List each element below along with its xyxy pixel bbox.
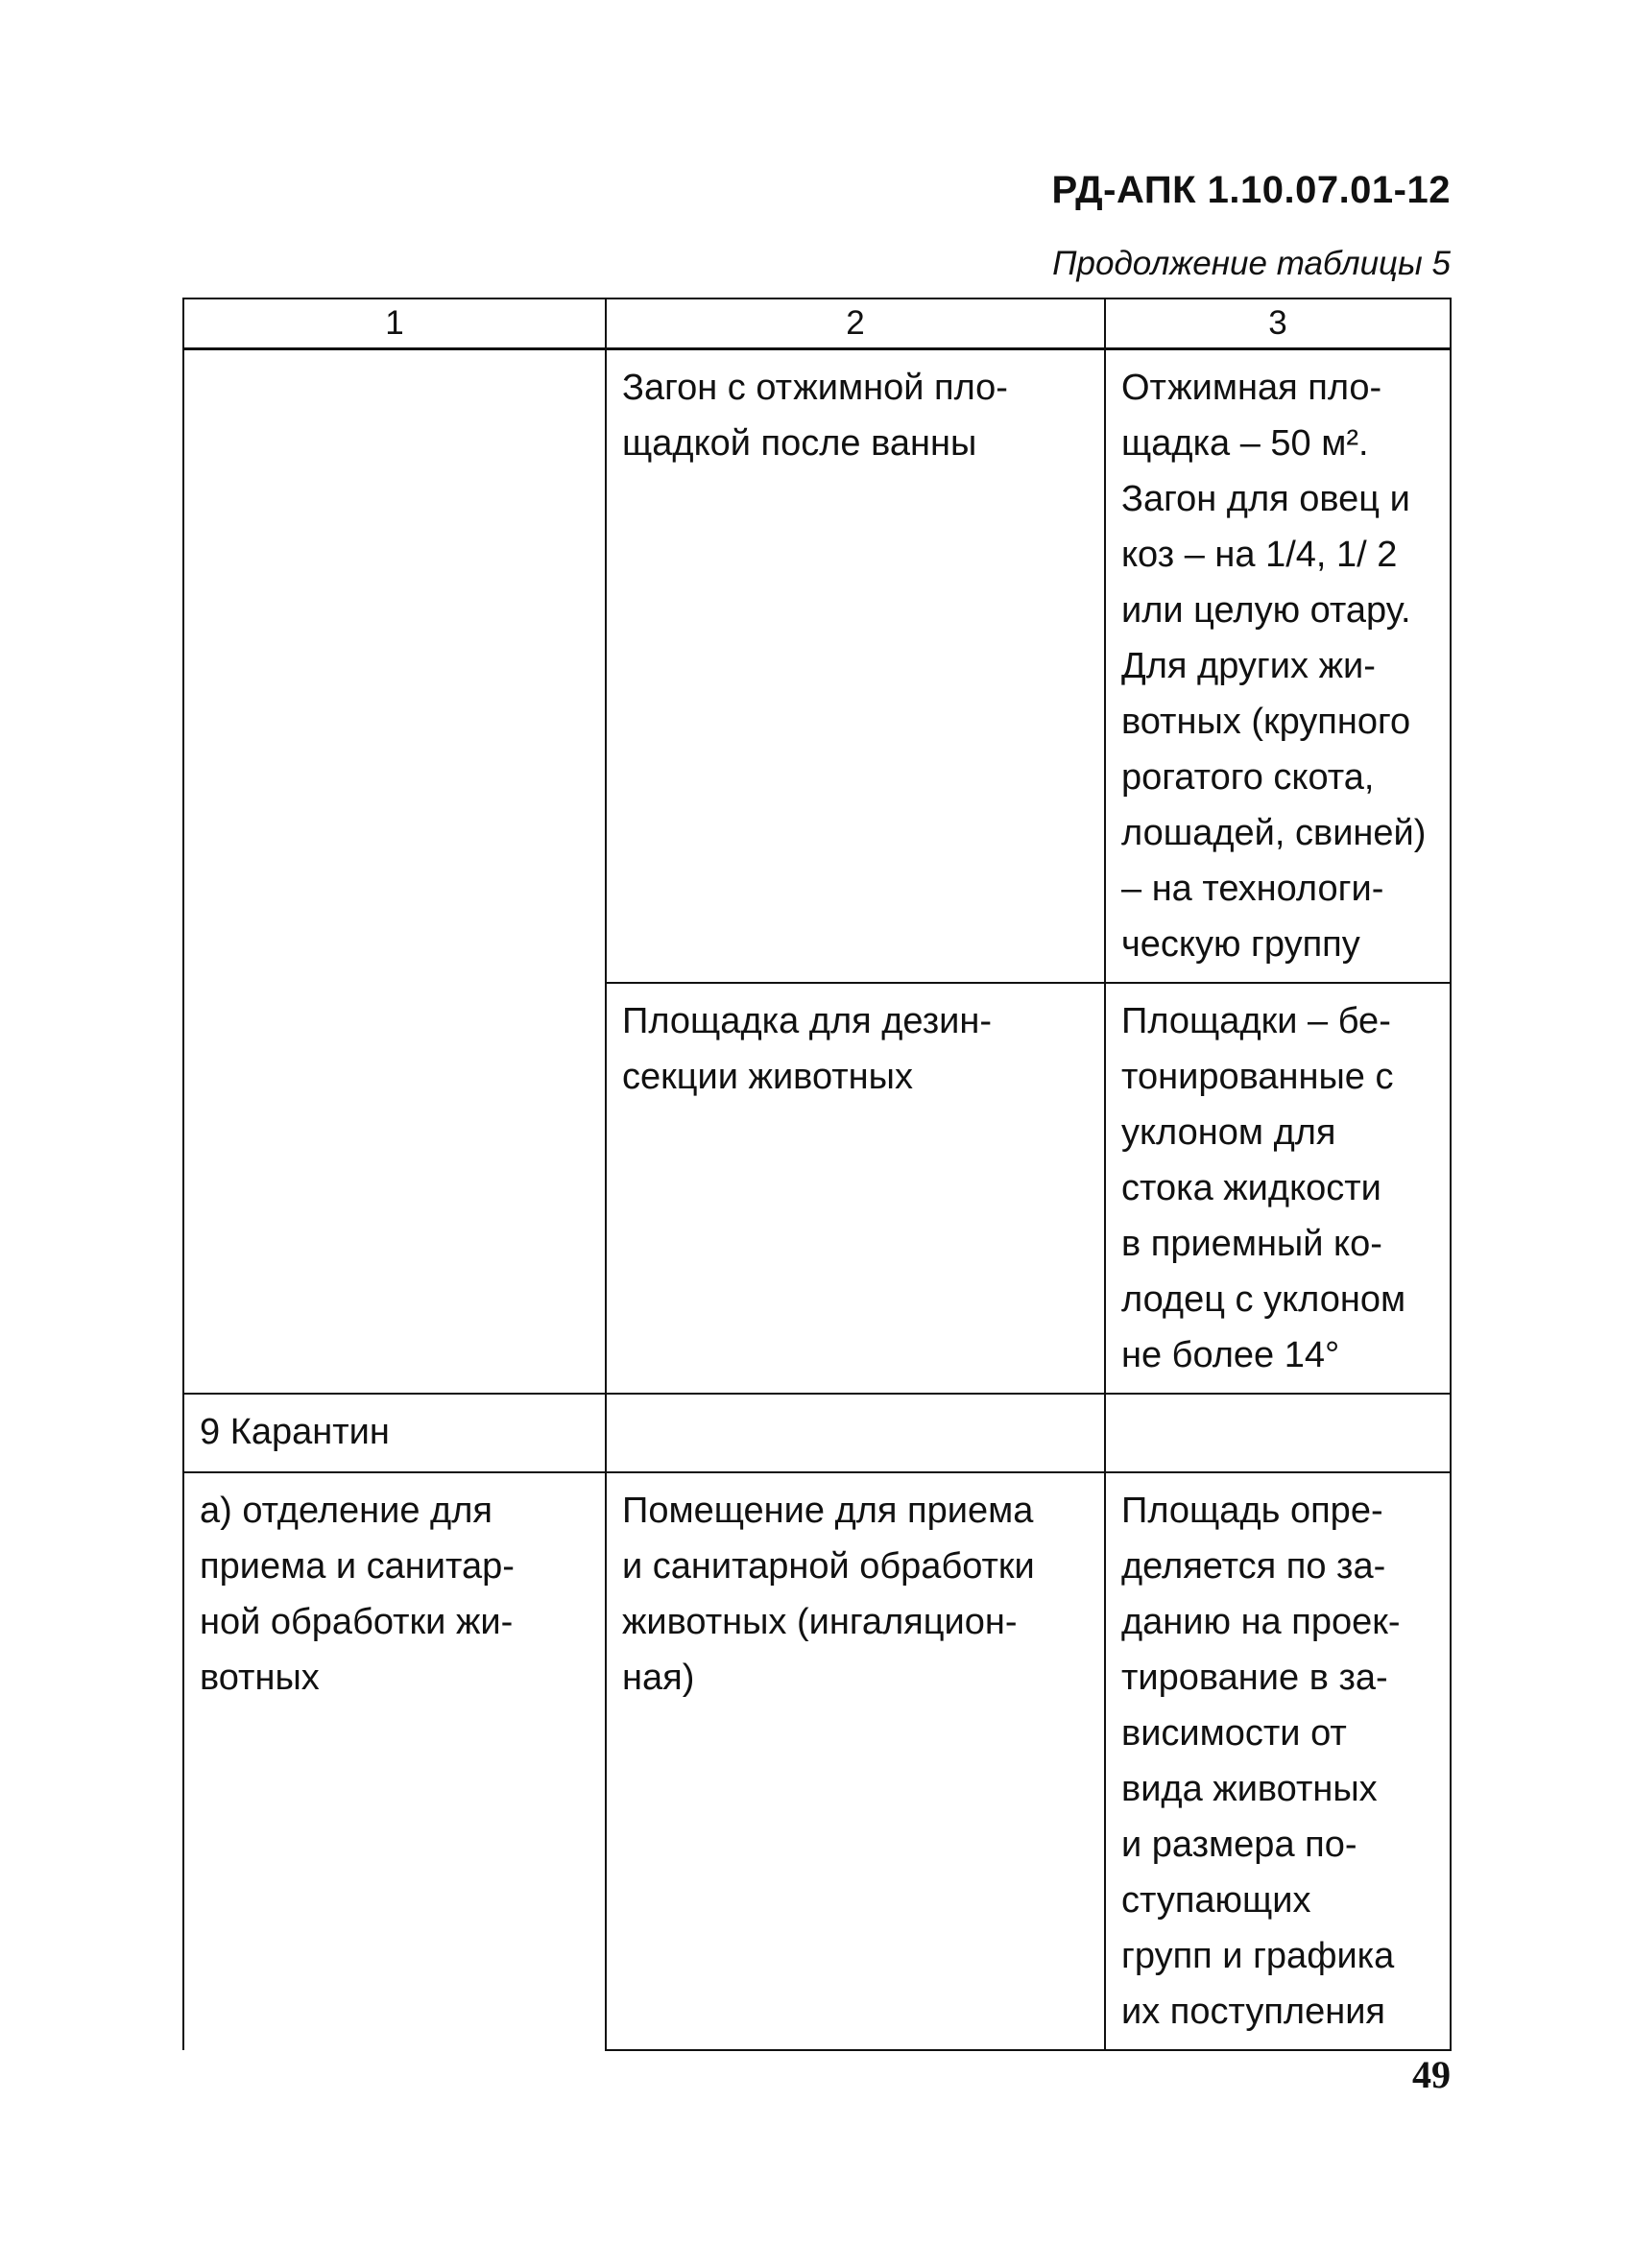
table-cell xyxy=(183,983,606,1394)
table-row xyxy=(183,349,1451,984)
document-code: РД-АПК 1.10.07.01-12 xyxy=(1051,169,1451,211)
table-row xyxy=(183,1472,1451,2050)
table-cell xyxy=(606,1394,1105,1472)
table-cell: а) отделение для приема и санитар- ной обработки жи- вотных xyxy=(183,1472,606,2050)
table-cell xyxy=(183,349,606,984)
table-caption: Продолжение таблицы 5 xyxy=(1052,245,1451,282)
column-header: 3 xyxy=(1105,298,1451,349)
table-cell: Помещение для приема и санитарной обработки животных (ингаляцион- ная) xyxy=(606,1472,1105,2050)
table-cell: Площадка для дезин- секции животных xyxy=(606,983,1105,1394)
section-title-cell: 9 Карантин xyxy=(183,1394,606,1472)
table-cell: Площадки – бе- тонированные с уклоном для стока жидкости в приемный ко- лодец с уклоном не более 14° xyxy=(1105,983,1451,1394)
table-cell: Отжимная пло- щадка – 50 м². Загон для овец и коз – на 1/4, 1/ 2 или целую отару. Для других жи- вотных (крупного рогатого скота, лошадей, свиней) – на технологи- ческую группу xyxy=(1105,349,1451,984)
table-row xyxy=(183,1394,1451,1472)
page-number: 49 xyxy=(1412,2053,1451,2096)
table-cell: Площадь опре- деляется по за- данию на проек- тирование в за- висимости от вида животных и размера по- ступающих групп и графика их поступления xyxy=(1105,1472,1451,2050)
table-cell xyxy=(1105,1394,1451,1472)
table-cell: Загон с отжимной пло- щадкой после ванны xyxy=(606,349,1105,984)
table-row xyxy=(183,983,1451,1394)
requirements-table xyxy=(182,298,1452,2051)
table-header-row xyxy=(183,298,1451,349)
column-header: 1 xyxy=(183,298,606,349)
column-header: 2 xyxy=(606,298,1105,349)
